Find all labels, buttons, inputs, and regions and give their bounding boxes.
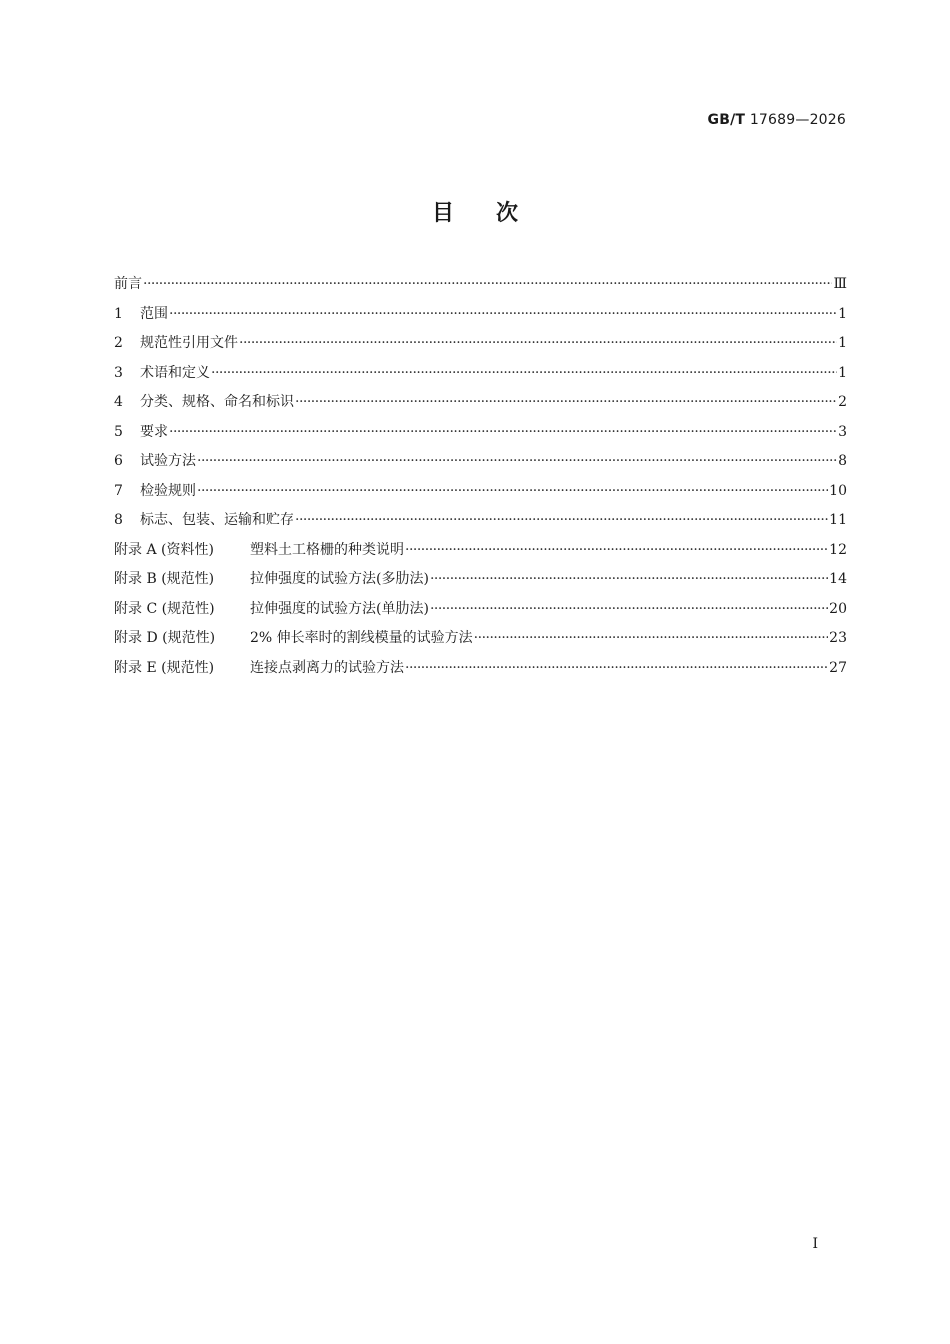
toc-entry-appendix-c[interactable]	[114, 595, 847, 625]
toc-number: 3	[114, 364, 123, 381]
toc-label: 要求	[140, 423, 168, 440]
toc-page: 11	[829, 512, 847, 528]
dot-leader	[197, 447, 837, 477]
dot-leader	[405, 536, 828, 566]
toc-appendix-label: 附录 A (资料性)	[114, 541, 214, 558]
dot-leader	[169, 418, 837, 448]
toc-appendix-label: 附录 E (规范性)	[114, 659, 215, 676]
toc-page: 23	[829, 630, 847, 646]
dot-leader	[474, 624, 829, 654]
toc-label: 连接点剥离力的试验方法	[250, 659, 404, 676]
toc-label: 术语和定义	[140, 364, 210, 381]
toc-entry-8[interactable]	[114, 506, 847, 536]
toc-label: 塑料土工格栅的种类说明	[250, 541, 404, 558]
toc-entry-appendix-d[interactable]	[114, 624, 847, 654]
toc-label: 2% 伸长率时的割线模量的试验方法	[250, 630, 473, 646]
toc-number: 6	[114, 453, 123, 469]
standard-prefix: GB/T	[707, 112, 746, 128]
toc-page: 14	[829, 571, 847, 587]
dot-leader	[295, 506, 828, 536]
dot-leader	[211, 359, 837, 389]
toc-entry-7[interactable]	[114, 477, 847, 507]
standard-code: 17689—2026	[749, 112, 846, 128]
toc-entry-1[interactable]	[114, 300, 847, 330]
toc-page: 8	[838, 453, 847, 469]
toc-appendix-label: 附录 C (规范性)	[114, 600, 215, 617]
dot-leader	[197, 477, 828, 507]
standard-number	[708, 112, 846, 128]
toc-label: 试验方法	[140, 453, 196, 469]
toc-page: 1	[838, 364, 847, 381]
toc-label: 拉伸强度的试验方法(单肋法)	[250, 600, 429, 617]
toc-number: 2	[114, 335, 123, 351]
toc-page: 2	[838, 394, 847, 410]
toc-number: 7	[114, 482, 123, 499]
toc-page: 3	[838, 423, 847, 440]
toc-entry-5[interactable]	[114, 418, 847, 448]
toc-page: 1	[838, 335, 847, 351]
dot-leader	[295, 388, 837, 418]
toc-number: 4	[114, 394, 123, 410]
toc-appendix-label: 附录 B (规范性)	[114, 571, 215, 587]
toc-page: Ⅲ	[833, 276, 847, 292]
toc-label: 前言	[114, 276, 142, 292]
toc-label: 规范性引用文件	[140, 335, 238, 351]
toc-number: 8	[114, 512, 123, 528]
toc-entry-3[interactable]	[114, 359, 847, 389]
dot-leader	[405, 654, 828, 684]
toc-entry-appendix-e[interactable]	[114, 654, 847, 684]
toc-number: 5	[114, 423, 123, 440]
dot-leader	[430, 595, 828, 625]
toc-entry-foreword[interactable]	[114, 270, 847, 300]
toc-entry-4[interactable]	[114, 388, 847, 418]
toc-label: 检验规则	[140, 482, 196, 499]
page-number: I	[812, 1236, 818, 1252]
page-title: 目次	[431, 201, 560, 226]
dot-leader	[143, 270, 832, 300]
dot-leader	[430, 565, 828, 595]
table-of-contents	[114, 270, 847, 683]
dot-leader	[169, 300, 837, 330]
toc-page: 27	[829, 659, 847, 676]
toc-number: 1	[114, 305, 123, 322]
toc-label: 标志、包装、运输和贮存	[140, 512, 294, 528]
toc-page: 10	[829, 482, 847, 499]
toc-appendix-label: 附录 D (规范性)	[114, 630, 216, 646]
toc-label: 范围	[140, 305, 168, 322]
toc-page: 1	[838, 305, 847, 322]
toc-entry-6[interactable]	[114, 447, 847, 477]
toc-entry-2[interactable]	[114, 329, 847, 359]
dot-leader	[239, 329, 837, 359]
toc-entry-appendix-a[interactable]	[114, 536, 847, 566]
toc-entry-appendix-b[interactable]	[114, 565, 847, 595]
toc-label: 分类、规格、命名和标识	[140, 394, 294, 410]
toc-page: 12	[829, 541, 847, 558]
toc-page: 20	[829, 600, 847, 617]
toc-label: 拉伸强度的试验方法(多肋法)	[250, 571, 429, 587]
